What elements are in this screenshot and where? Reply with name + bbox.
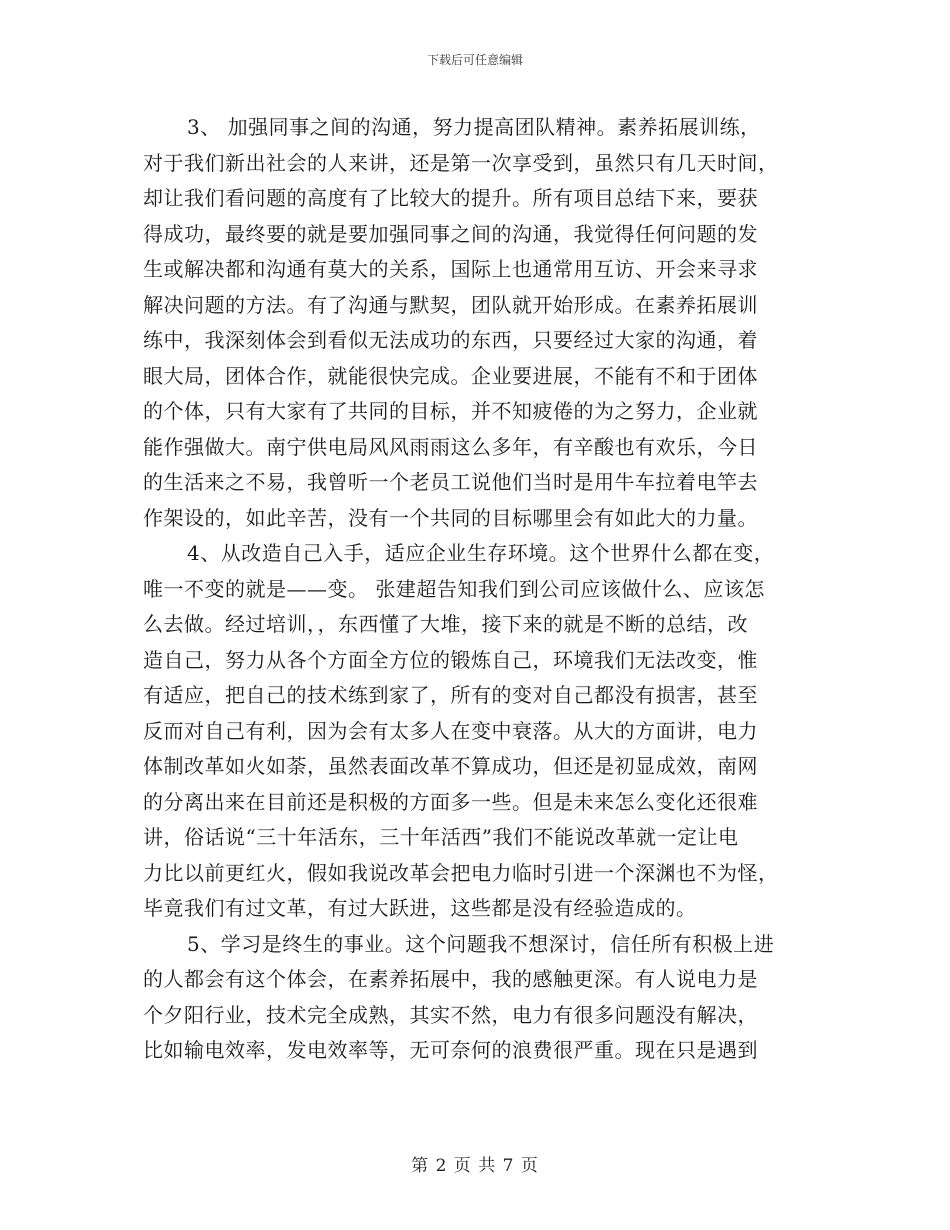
text-line: 得成功，最终要的就是要加强同事之间的沟通，我觉得任何问题的发	[143, 221, 758, 246]
text-line: 解决问题的方法。有了沟通与默契，团队就开始形成。在素养拓展训	[143, 292, 758, 317]
text-line: 却让我们看问题的高度有了比较大的提升。所有项目总结下来，要获	[143, 186, 758, 210]
text-line: 体制改革如火如荼，虽然表面改革不算成功，但还是初显成效，南网	[143, 754, 758, 778]
text-line: 的生活来之不易，我曾听一个老员工说他们当时是用牛车拉着电竿去	[143, 470, 758, 494]
text-line: 造自己，努力从各个方面全方位的锻炼自己，环境我们无法改变，惟	[143, 647, 758, 672]
paragraph-5	[143, 927, 808, 1069]
text-line: 么去做。经过培训，，东西懂了大堆，接下来的就是不断的总结，改	[143, 612, 748, 636]
paragraph-4	[143, 536, 808, 927]
page-number: 第 2 页 共 7 页	[411, 1156, 539, 1176]
text-line: 有适应，把自己的技术练到家了，所有的变对自己都没有损害，甚至	[143, 683, 758, 707]
text-line: 练中，我深刻体会到看似无法成功的东西，只要经过大家的沟通，着	[143, 328, 758, 352]
text-line: 反而对自己有利，因为会有太多人在变中衰落。从大的方面讲，电力	[143, 718, 758, 743]
text-line: 生或解决都和沟通有莫大的关系，国际上也通常用互访、开会来寻求	[143, 257, 758, 281]
text-line: 5、学习是终生的事业。这个问题我不想深讨，信任所有积极上进	[187, 931, 775, 956]
paragraph-3	[143, 110, 808, 536]
text-line: 毕竟我们有过文革，有过大跃进，这些都是没有经验造成的。	[143, 896, 697, 920]
text-line: 讲，俗话说“三十年活东，三十年活西”我们不能说改革就一定让电	[143, 825, 739, 849]
text-line: 的人都会有这个体会，在素养拓展中，我的感触更深。有人说电力是	[143, 967, 758, 991]
text-line: 的个体，只有大家有了共同的目标，并不知疲倦的为之努力，企业就	[143, 399, 758, 423]
text-line: 比如输电效率，发电效率等，无可奈何的浪费很严重。现在只是遇到	[143, 1038, 758, 1062]
text-line: 3、 加强同事之间的沟通，努力提高团队精神。素养拓展训练，	[187, 115, 761, 139]
text-line: 的分离出来在目前还是积极的方面多一些。但是未来怎么变化还很难	[143, 789, 758, 814]
text-line: 眼大局，团体合作，就能很快完成。企业要进展，不能有不和于团体	[143, 363, 758, 388]
text-line: 力比以前更红火，假如我说改革会把电力临时引进一个深渊也不为怪，	[143, 860, 779, 885]
text-line: 个夕阳行业，技术完全成熟，其实不然，电力有很多问题没有解决，	[143, 1002, 758, 1027]
text-line: 唯一不变的就是——变。 张建超告知我们到公司应该做什么、应该怎	[143, 576, 765, 601]
text-line: 能作强做大。南宁供电局风风雨雨这么多年，有辛酸也有欢乐，今日	[143, 434, 758, 459]
text-line: 4、从改造自己入手，适应企业生存环境。这个世界什么都在变，	[187, 541, 775, 565]
page-header: 下载后可任意编辑	[426, 53, 523, 67]
text-line: 对于我们新出社会的人来讲，还是第一次享受到，虽然只有几天时间，	[143, 150, 779, 175]
text-line: 作架设的，如此辛苦，没有一个共同的目标哪里会有如此大的力量。	[143, 505, 758, 530]
document-body	[143, 110, 808, 1069]
